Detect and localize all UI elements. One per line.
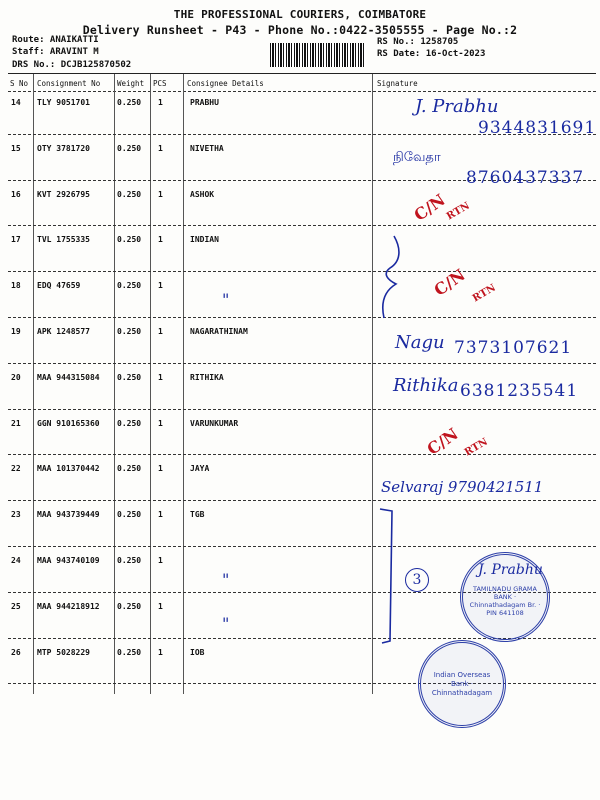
col-header-consignee: Consignee Details <box>187 79 264 88</box>
row-consignment-no: KVT 2926795 <box>37 189 90 199</box>
row-pcs: 1 <box>158 281 163 291</box>
column-divider <box>183 74 184 694</box>
row-consignment-no: TVL 1755335 <box>37 235 90 245</box>
ditto-mark-18: " <box>222 290 230 309</box>
col-header-sno: S No <box>10 79 29 88</box>
route-label: Route: ANAIKATTI <box>12 35 99 45</box>
row-consignment-no: OTY 3781720 <box>37 143 90 153</box>
row-weight: 0.250 <box>117 601 142 611</box>
cln-mark-16: C/N <box>410 190 449 225</box>
row-consignee: TGB <box>190 510 205 520</box>
row-consignee: NAGARATHINAM <box>190 327 248 336</box>
row-weight: 0.250 <box>117 98 142 107</box>
row-pcs: 1 <box>158 510 163 520</box>
row-consignment-no: MAA 944218912 <box>37 601 100 611</box>
row-pcs: 1 <box>158 98 163 107</box>
barcode <box>270 43 366 67</box>
row-divider <box>8 409 596 410</box>
signature-19: Nagu <box>395 332 445 353</box>
staff-label: Staff: ARAVINT M <box>12 47 99 57</box>
row-divider <box>8 317 596 318</box>
phone-19: 7373107621 <box>454 338 573 358</box>
row-consignment-no: MAA 101370442 <box>37 464 100 474</box>
col-header-weight: Weight <box>117 79 145 88</box>
row-sno: 26 <box>11 647 21 657</box>
row-sno: 18 <box>11 281 21 291</box>
row-weight: 0.250 <box>117 372 142 382</box>
row-consignment-no: TLY 9051701 <box>37 98 90 107</box>
row-pcs: 1 <box>158 647 163 657</box>
row-sno: 19 <box>11 327 21 336</box>
row-weight: 0.250 <box>117 143 142 153</box>
row-pcs: 1 <box>158 143 163 153</box>
bracket-mark <box>372 232 408 322</box>
row-divider <box>8 683 596 684</box>
rs-number: RS No.: 1258705 <box>377 37 459 47</box>
row-sno: 20 <box>11 372 21 382</box>
row-divider <box>8 500 596 501</box>
row-consignment-no: APK 1248577 <box>37 327 90 336</box>
phone-20: 6381235541 <box>460 381 579 401</box>
row-weight: 0.250 <box>117 327 142 336</box>
row-sno: 15 <box>11 143 21 153</box>
header-divider <box>8 91 596 92</box>
rtn-mark-18: RTN <box>470 282 498 305</box>
signature-24: J. Prabhu <box>478 562 543 578</box>
circled-number: 3 <box>405 568 429 592</box>
row-divider <box>8 271 596 272</box>
row-sno: 25 <box>11 601 21 611</box>
row-consignee: NIVETHA <box>190 143 224 153</box>
stamp-text: Indian Overseas Bank · Chinnathadagam <box>431 671 493 697</box>
drs-number: DRS No.: DCJB125870502 <box>12 60 132 70</box>
row-sno: 17 <box>11 235 21 245</box>
row-consignment-no: MAA 943739449 <box>37 510 100 520</box>
row-pcs: 1 <box>158 418 163 428</box>
runsheet-subtitle: Delivery Runsheet - P43 - Phone No.:0422-3505555 - Page No.:2 <box>82 23 518 37</box>
row-pcs: 1 <box>158 372 163 382</box>
row-divider <box>8 454 596 455</box>
column-divider <box>114 74 115 694</box>
row-sno: 16 <box>11 189 21 199</box>
row-consignee: RITHIKA <box>190 372 224 382</box>
row-weight: 0.250 <box>117 418 142 428</box>
bracket-mark-23-25 <box>378 505 398 645</box>
row-consignment-no: MAA 944315084 <box>37 372 100 382</box>
cln-mark-18: C/N <box>430 265 469 300</box>
row-pcs: 1 <box>158 556 163 565</box>
row-weight: 0.250 <box>117 647 142 657</box>
row-weight: 0.250 <box>117 281 142 291</box>
row-sno: 24 <box>11 556 21 565</box>
row-consignee: PRABHU <box>190 98 219 107</box>
rs-date: RS Date: 16-Oct-2023 <box>377 49 486 59</box>
col-header-signature: Signature <box>377 79 418 88</box>
row-pcs: 1 <box>158 327 163 336</box>
bank-stamp-iob <box>418 640 506 728</box>
phone-15: 8760437337 <box>466 168 585 188</box>
rtn-mark-21: RTN <box>462 436 490 459</box>
signature-22: Selvaraj 9790421511 <box>381 478 544 496</box>
row-consignment-no: GGN 910165360 <box>37 418 100 428</box>
row-consignment-no: MAA 943740109 <box>37 556 100 565</box>
cln-mark-21: C/N <box>423 424 462 459</box>
row-pcs: 1 <box>158 189 163 199</box>
row-divider <box>8 225 596 226</box>
row-pcs: 1 <box>158 601 163 611</box>
row-weight: 0.250 <box>117 189 142 199</box>
row-pcs: 1 <box>158 464 163 474</box>
phone-14: 9344831691 <box>478 118 597 138</box>
signature-14: J. Prabhu <box>415 96 499 117</box>
row-divider <box>8 546 596 547</box>
row-sno: 22 <box>11 464 21 474</box>
row-sno: 23 <box>11 510 21 520</box>
row-consignee: JAYA <box>190 464 210 474</box>
row-consignee: VARUNKUMAR <box>190 418 239 428</box>
row-weight: 0.250 <box>117 464 142 474</box>
ditto-mark-25: " <box>222 614 230 633</box>
stamp-text: TAMILNADU GRAMA BANK · Chinnathadagam Br. · PIN 641108 <box>469 585 541 617</box>
row-weight: 0.250 <box>117 510 142 520</box>
row-consignment-no: EDQ 47659 <box>37 281 81 291</box>
row-divider <box>8 363 596 364</box>
col-header-consignment: Consignment No <box>37 79 101 88</box>
signature-20: Rithika <box>393 375 459 396</box>
ditto-mark-24: " <box>222 570 230 589</box>
signature-15: நிவேதா <box>393 150 441 165</box>
row-sno: 14 <box>11 98 21 107</box>
row-consignment-no: MTP 5028229 <box>37 647 90 657</box>
row-consignee: IOB <box>190 647 205 657</box>
col-header-pcs: PCS <box>153 79 167 88</box>
row-consignee: INDIAN <box>190 235 219 245</box>
row-sno: 21 <box>11 418 21 428</box>
column-divider <box>150 74 151 694</box>
row-pcs: 1 <box>158 235 163 245</box>
rtn-mark-16: RTN <box>444 200 472 223</box>
column-divider <box>372 74 373 694</box>
row-consignee: ASHOK <box>190 189 215 199</box>
column-divider <box>33 74 34 694</box>
row-weight: 0.250 <box>117 235 142 245</box>
company-title: THE PROFESSIONAL COURIERS, COIMBATORE <box>173 8 427 21</box>
table-top-rule <box>8 73 596 74</box>
row-weight: 0.250 <box>117 556 142 565</box>
